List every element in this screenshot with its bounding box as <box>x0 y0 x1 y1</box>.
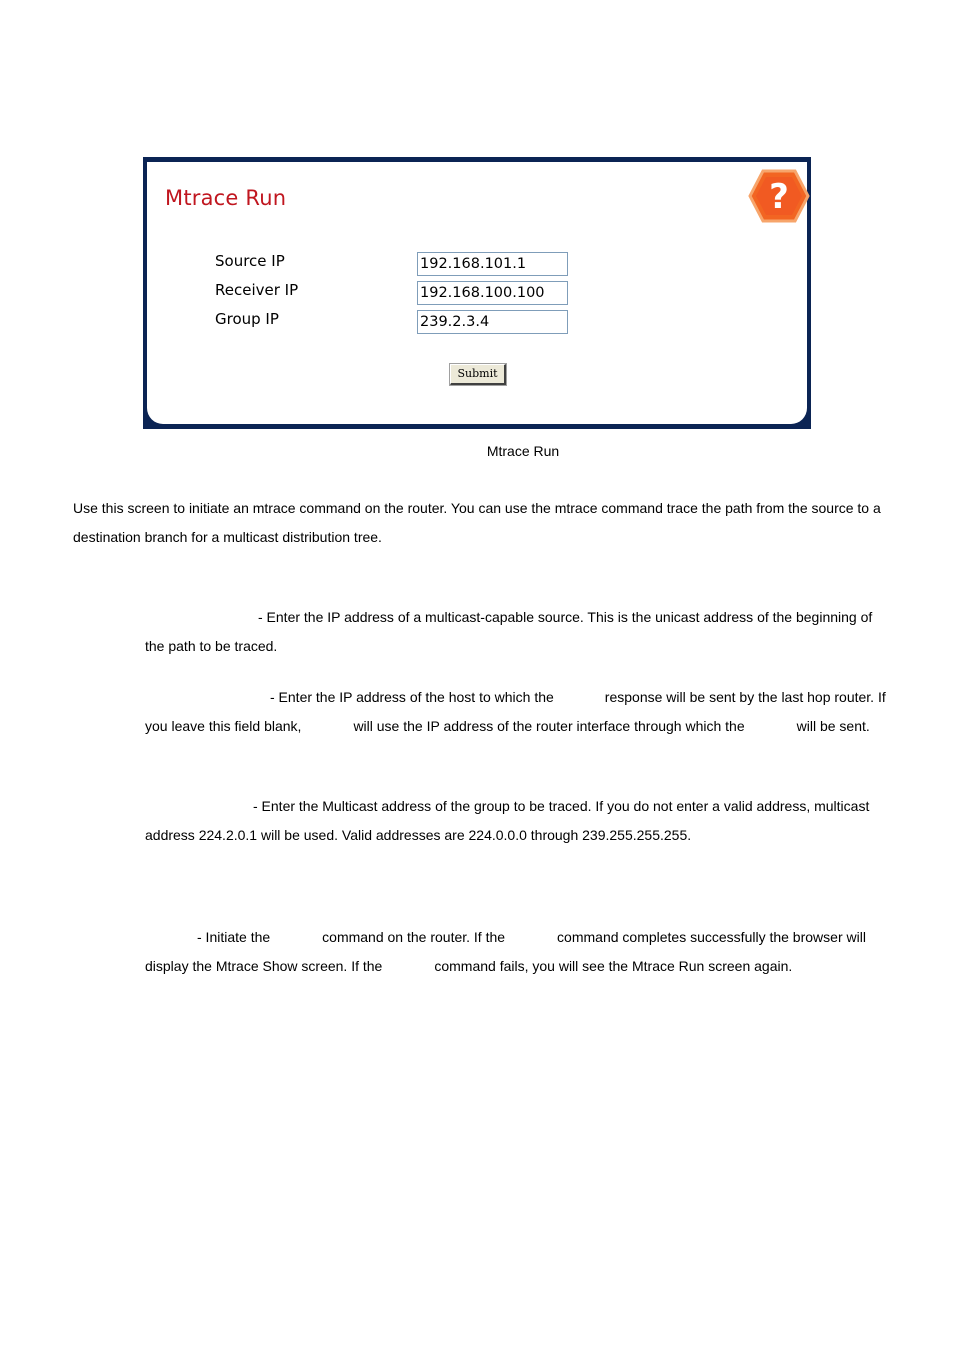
receiver-desc-part-1: - Enter the IP address of the host to which the <box>270 689 554 705</box>
receiver-desc-part-4: will be sent. <box>796 718 870 734</box>
group-ip-input[interactable]: 239.2.3.4 <box>417 310 568 334</box>
intro-paragraph: Use this screen to initiate an mtrace command on the router. You can use the mtrace command trace the path from the source to a destination branch for a multicast distribution tree. <box>73 500 881 545</box>
panel-title: Mtrace Run <box>165 186 287 210</box>
submit-desc-part-3: command completes successfully the browser will display the Mtrace Show screen. If the <box>145 929 866 974</box>
submit-desc-part-2: command on the router. If the <box>322 929 506 945</box>
receiver-ip-description <box>145 683 890 741</box>
source-ip-description: - Enter the IP address of a multicast-capable source. This is the unicast address of the beginning of the path to be traced. <box>145 609 873 654</box>
submit-desc-part-1: - Initiate the <box>197 929 271 945</box>
submit-desc-part-4: command fails, you will see the Mtrace Run screen again. <box>434 958 793 974</box>
mtrace-run-panel <box>143 157 811 429</box>
svg-text:?: ? <box>769 177 789 217</box>
group-ip-description: - Enter the Multicast address of the group to be traced. If you do not enter a valid address, multicast address 224.2.0.1 will be used. Valid addresses are 224.0.0.0 through 239.255.255.255. <box>145 798 870 843</box>
receiver-desc-part-3: will use the IP address of the router interface through which the <box>353 718 745 734</box>
group-ip-label: Group IP <box>215 310 279 328</box>
receiver-ip-label: Receiver IP <box>215 281 299 299</box>
receiver-desc-part-2: response will be sent by the last hop router. If you leave this field blank, <box>145 689 886 734</box>
source-ip-label: Source IP <box>215 252 285 270</box>
submit-button[interactable]: Submit <box>450 364 506 385</box>
figure-caption: Mtrace Run <box>486 443 560 459</box>
panel-body <box>147 162 807 424</box>
receiver-ip-input[interactable]: 192.168.100.100 <box>417 281 568 305</box>
submit-description <box>145 923 890 981</box>
help-question-icon[interactable] <box>748 169 810 223</box>
source-ip-input[interactable]: 192.168.101.1 <box>417 252 568 276</box>
